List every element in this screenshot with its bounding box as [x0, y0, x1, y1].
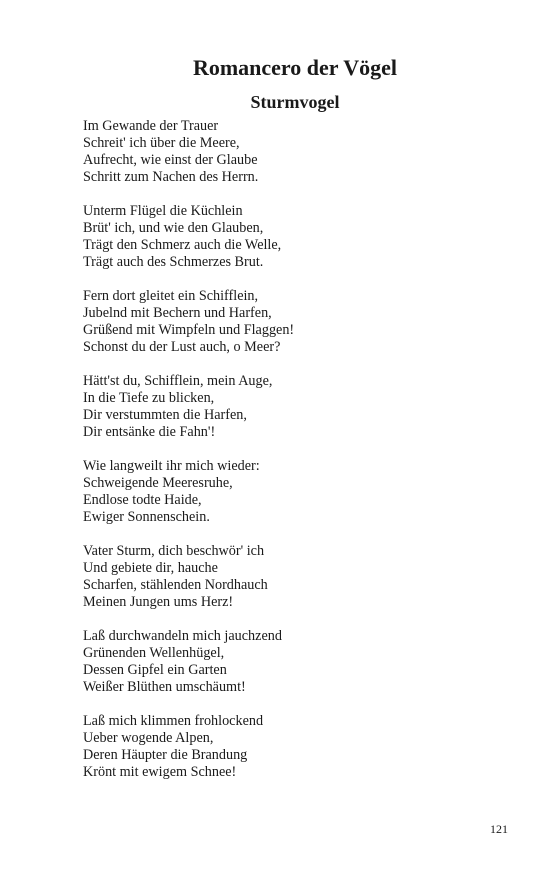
poem-line: Grünenden Wellenhügel, — [83, 645, 225, 661]
poem-line: Grüßend mit Wimpfeln und Flaggen! — [83, 322, 295, 338]
stanza — [83, 713, 523, 781]
poem-line: Weißer Blüthen umschäumt! — [83, 679, 246, 695]
page-number: 121 — [490, 822, 508, 836]
poem-line: Unterm Flügel die Küchlein — [83, 203, 243, 219]
stanza — [83, 458, 523, 526]
poem-line: Schonst du der Lust auch, o Meer? — [83, 339, 281, 355]
poem-line: Endlose todte Haide, — [83, 492, 202, 508]
poem-line: Ewiger Sonnenschein. — [83, 509, 210, 525]
stanza — [83, 203, 523, 271]
poem-line: Deren Häupter die Brandung — [83, 747, 248, 763]
poem-line: Dir entsänke die Fahn'! — [83, 424, 216, 440]
poem-line: Dessen Gipfel ein Garten — [83, 662, 227, 678]
stanza — [83, 288, 523, 356]
stanza — [83, 118, 523, 186]
section-title: Romancero der Vögel — [192, 55, 398, 80]
poem-line: Schweigende Meeresruhe, — [83, 475, 233, 491]
stanza — [83, 543, 523, 611]
poem-line: In die Tiefe zu blicken, — [83, 390, 215, 406]
poem-line: Vater Sturm, dich beschwör' ich — [83, 543, 265, 559]
poem-line: Fern dort gleitet ein Schifflein, — [83, 288, 259, 304]
poem-line: Trägt den Schmerz auch die Welle, — [83, 237, 282, 253]
poem-line: Jubelnd mit Bechern und Harfen, — [83, 305, 272, 321]
poem-body — [83, 118, 523, 798]
poem-line: Dir verstummten die Harfen, — [83, 407, 247, 423]
poem-line: Wie langweilt ihr mich wieder: — [83, 458, 260, 474]
poem-line: Ueber wogende Alpen, — [83, 730, 214, 746]
poem-line: Aufrecht, wie einst der Glaube — [83, 152, 258, 168]
poem-line: Und gebiete dir, hauche — [83, 560, 218, 576]
poem-line: Scharfen, stählenden Nordhauch — [83, 577, 268, 593]
poem-title: Sturmvogel — [250, 92, 340, 112]
poem-line: Im Gewande der Trauer — [83, 118, 219, 134]
poem-line: Schritt zum Nachen des Herrn. — [83, 169, 259, 185]
poem-line: Laß durchwandeln mich jauchzend — [83, 628, 282, 644]
poem-line: Krönt mit ewigem Schnee! — [83, 764, 237, 780]
stanza — [83, 628, 523, 696]
poem-line: Brüt' ich, und wie den Glauben, — [83, 220, 264, 236]
stanza — [83, 373, 523, 441]
poem-line: Meinen Jungen ums Herz! — [83, 594, 234, 610]
poem-line: Laß mich klimmen frohlockend — [83, 713, 264, 729]
poem-line: Trägt auch des Schmerzes Brut. — [83, 254, 264, 270]
poem-line: Hätt'st du, Schifflein, mein Auge, — [83, 373, 273, 389]
poem-line: Schreit' ich über die Meere, — [83, 135, 240, 151]
